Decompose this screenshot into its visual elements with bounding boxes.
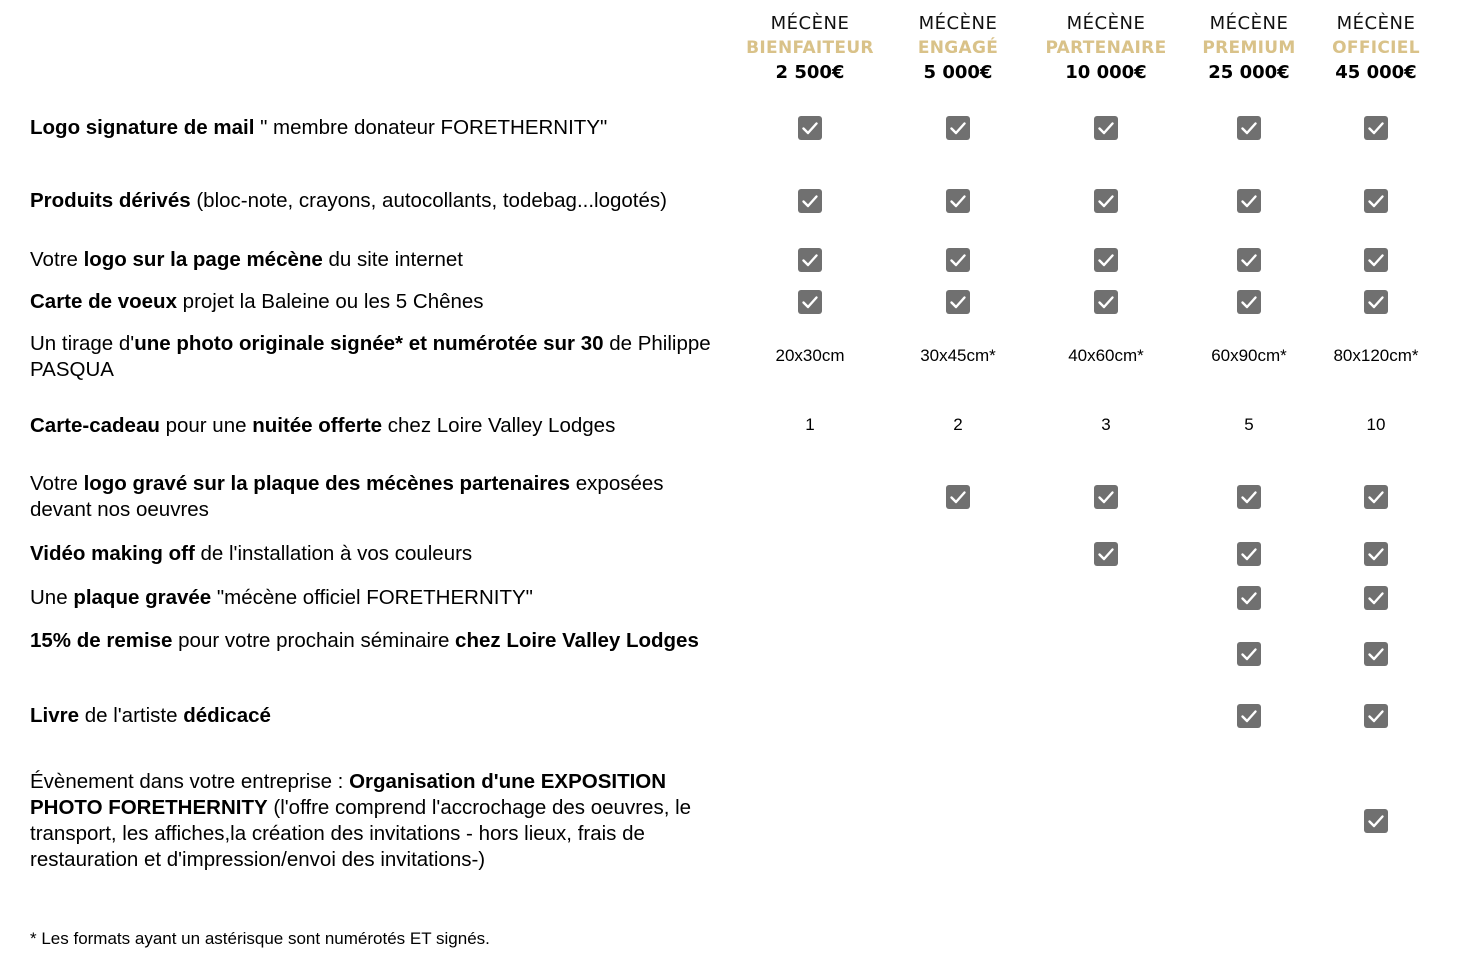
checkbox-checked-icon (1364, 189, 1388, 213)
benefit-value: 20x30cm (775, 346, 845, 365)
tier-label: MÉCÈNE (1066, 13, 1146, 34)
checkbox-checked-icon (1094, 542, 1118, 566)
tier-price: 25 000€ (1208, 62, 1290, 83)
tier-3 (1026, 12, 1186, 86)
benefit-value: 80x120cm* (1333, 346, 1419, 365)
checkbox-checked-icon (946, 485, 970, 509)
checkbox-checked-icon (1364, 642, 1388, 666)
benefit-label: Logo signature de mail " membre donateur FORETHERNITY" (30, 116, 608, 139)
tier-name: PARTENAIRE (1045, 38, 1167, 58)
checkbox-checked-icon (1094, 189, 1118, 213)
checkbox-checked-icon (1094, 485, 1118, 509)
checkbox-checked-icon (946, 248, 970, 272)
checkbox-checked-icon (946, 290, 970, 314)
checkbox-checked-icon (1094, 248, 1118, 272)
benefit-label: Votre logo sur la page mécène du site internet (30, 248, 463, 271)
benefit-value: 10 (1366, 415, 1386, 434)
benefit-value: 40x60cm* (1068, 346, 1144, 365)
benefit-label: Carte-cadeau pour une nuitée offerte chez Loire Valley Lodges (30, 414, 616, 437)
tier-price: 2 500€ (775, 62, 845, 83)
checkbox-checked-icon (1364, 809, 1388, 833)
tier-1 (730, 12, 890, 86)
checkbox-checked-icon (946, 116, 970, 140)
checkbox-checked-icon (1364, 586, 1388, 610)
checkbox-checked-icon (1237, 704, 1261, 728)
tier-name: OFFICIEL (1332, 38, 1420, 58)
tier-label: MÉCÈNE (1209, 13, 1289, 34)
checkbox-checked-icon (1094, 290, 1118, 314)
tier-name: ENGAGÉ (917, 38, 999, 58)
checkbox-checked-icon (1237, 586, 1261, 610)
tier-price: 5 000€ (923, 62, 993, 83)
benefit-value: 1 (805, 415, 815, 434)
tier-label: MÉCÈNE (918, 13, 998, 34)
checkbox-checked-icon (946, 189, 970, 213)
checkbox-checked-icon (798, 290, 822, 314)
benefit-value: 2 (953, 415, 963, 434)
checkbox-checked-icon (1094, 116, 1118, 140)
tier-name: BIENFAITEUR (746, 38, 874, 58)
benefit-label: Une plaque gravée "mécène officiel FORETHERNITY" (30, 586, 533, 609)
checkbox-checked-icon (1237, 116, 1261, 140)
benefit-label: Votre logo gravé sur la plaque des mécènes partenaires exposées devant nos oeuvres (30, 472, 664, 521)
checkbox-checked-icon (1237, 485, 1261, 509)
tier-label: MÉCÈNE (770, 13, 850, 34)
benefit-label: Vidéo making off de l'installation à vos couleurs (30, 542, 473, 565)
checkbox-checked-icon (1364, 542, 1388, 566)
benefit-value: 60x90cm* (1211, 346, 1287, 365)
footnote: * Les formats ayant un astérisque sont numérotés ET signés. (30, 929, 490, 948)
benefit-label: Produits dérivés (bloc-note, crayons, autocollants, todebag...logotés) (30, 189, 667, 212)
benefit-label: Carte de voeux projet la Baleine ou les 5 Chênes (30, 290, 484, 313)
checkbox-checked-icon (1364, 704, 1388, 728)
checkbox-checked-icon (1237, 642, 1261, 666)
checkbox-checked-icon (1364, 290, 1388, 314)
benefit-label: Un tirage d'une photo originale signée* et numérotée sur 30 de Philippe PASQUA (30, 332, 711, 381)
checkbox-checked-icon (798, 189, 822, 213)
benefit-value: 30x45cm* (920, 346, 996, 365)
benefit-value: 5 (1244, 415, 1254, 434)
checkbox-checked-icon (1364, 485, 1388, 509)
tier-name: PREMIUM (1202, 38, 1296, 58)
tier-2 (878, 12, 1038, 86)
checkbox-checked-icon (1364, 248, 1388, 272)
tier-price: 45 000€ (1335, 62, 1417, 83)
benefit-label: Évènement dans votre entreprise : Organisation d'une EXPOSITION PHOTO FORETHERNITY (l'offre comprend l'accrochage des oeuvres, le transport, les affiches,la création des invitations - hors lieux, frais de restauration et d'impression/envoi des invitations-) (30, 770, 692, 871)
tier-price: 10 000€ (1065, 62, 1147, 83)
checkbox-checked-icon (1237, 189, 1261, 213)
benefit-label: 15% de remise pour votre prochain séminaire chez Loire Valley Lodges (30, 629, 699, 652)
checkbox-checked-icon (1364, 116, 1388, 140)
benefit-label: Livre de l'artiste dédicacé (30, 704, 271, 727)
checkbox-checked-icon (798, 116, 822, 140)
checkbox-checked-icon (1237, 248, 1261, 272)
tier-5 (1296, 12, 1456, 86)
benefit-value: 3 (1101, 415, 1111, 434)
checkbox-checked-icon (1237, 542, 1261, 566)
tier-label: MÉCÈNE (1336, 13, 1416, 34)
checkbox-checked-icon (1237, 290, 1261, 314)
checkbox-checked-icon (798, 248, 822, 272)
